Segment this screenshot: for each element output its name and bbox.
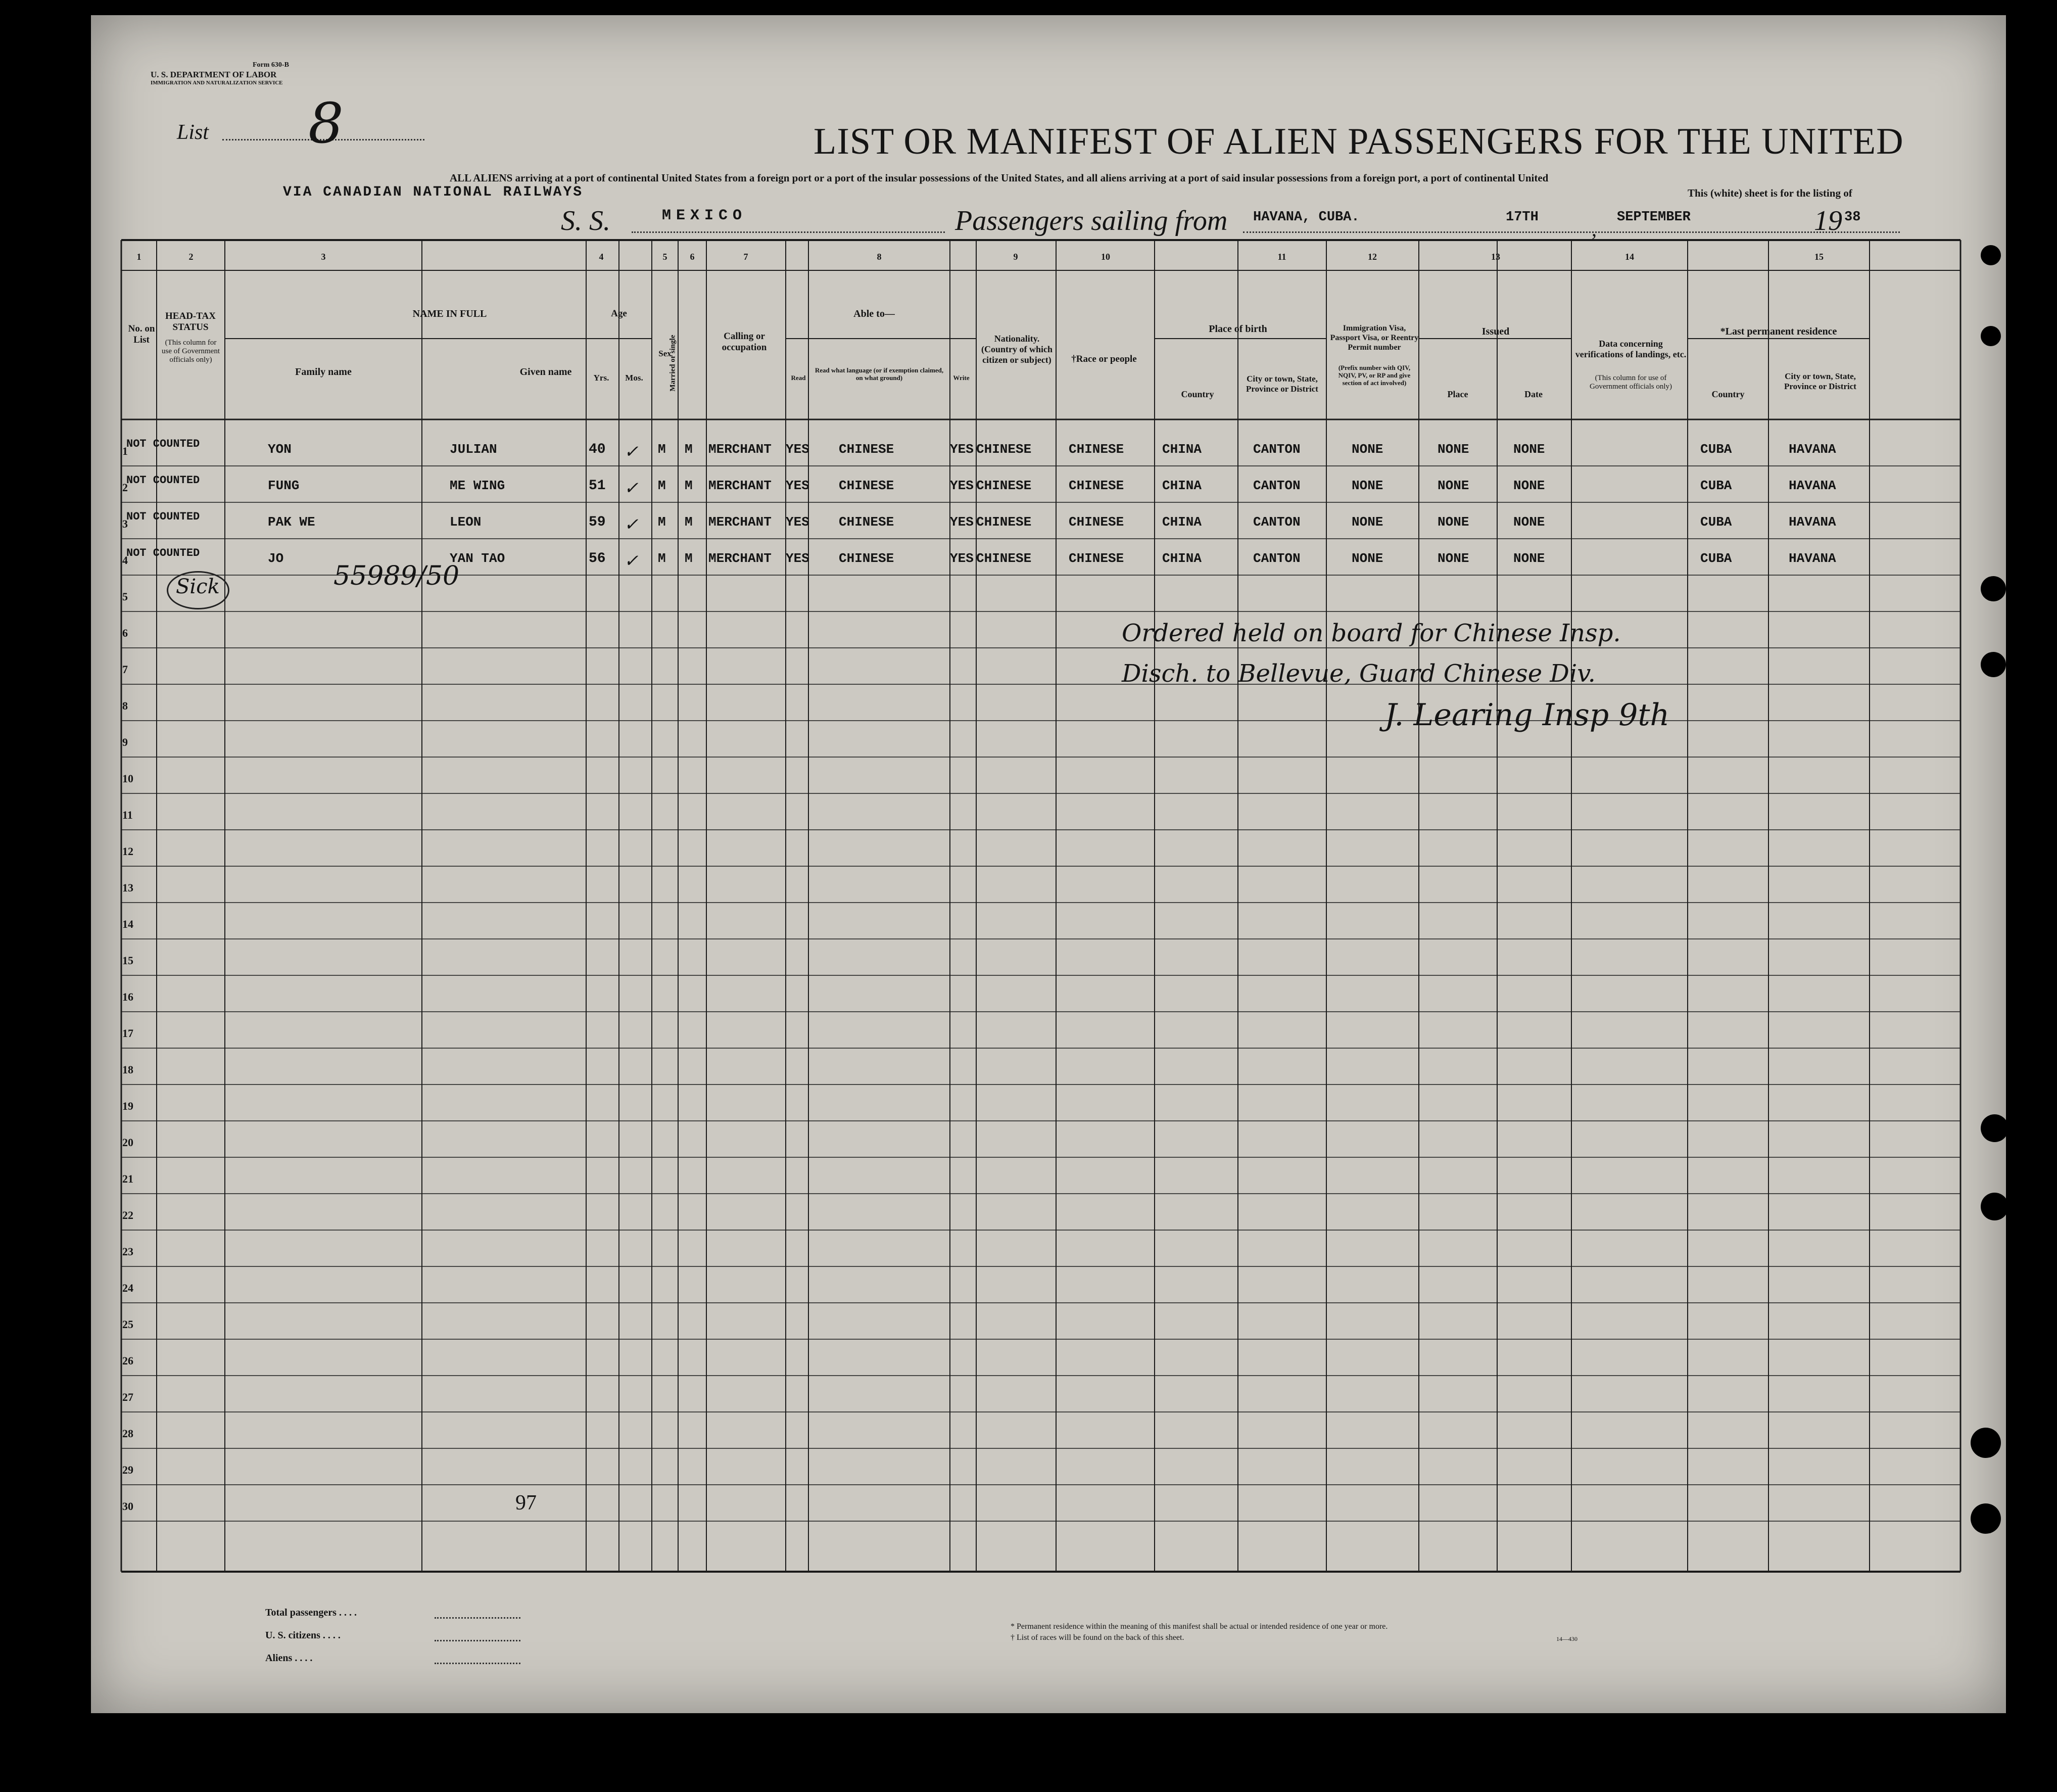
aliens-line [435, 1663, 520, 1664]
head-tax-status-cell: NOT COUNTED [126, 474, 200, 487]
read-cell: YES [786, 442, 809, 457]
age-years-cell: 56 [589, 551, 606, 567]
row-number: 4 [122, 554, 128, 567]
birth-city-cell: CANTON [1253, 514, 1301, 530]
binder-hole [1971, 1428, 2001, 1458]
total-passengers-line [435, 1617, 520, 1619]
header-visa: Immigration Visa, Passport Visa, or Reentry Permit number [1330, 324, 1419, 352]
residence-country-cell: CUBA [1700, 551, 1732, 566]
read-cell: YES [786, 478, 809, 493]
race-cell: CHINESE [1069, 551, 1124, 566]
head-tax-status-cell: NOT COUNTED [126, 547, 200, 559]
footnote-residence: * Permanent residence within the meaning of this manifest shall be actual or intended residence of one year or more. [1011, 1622, 1388, 1631]
service-label: IMMIGRATION AND NATURALIZATION SERVICE [151, 80, 283, 86]
year-suffix: 38 [1844, 210, 1861, 225]
sailing-underline [1243, 231, 1900, 233]
row-number: 28 [122, 1427, 133, 1440]
header-no-on-list: No. on List [128, 323, 155, 345]
age-months-cell: ✓ [624, 478, 639, 498]
handwritten-note-2: Disch. to Bellevue, Guard Chinese Div. [1122, 659, 1596, 688]
residence-country-cell: CUBA [1700, 514, 1732, 530]
column-number: 9 [1013, 252, 1018, 262]
column-number: 8 [877, 252, 882, 262]
visa-cell: NONE [1352, 478, 1383, 493]
column-number: 6 [690, 252, 695, 262]
column-number: 15 [1814, 252, 1824, 262]
age-months-cell: ✓ [624, 514, 639, 535]
header-issued-place: Place [1447, 389, 1468, 399]
occupation-cell: MERCHANT [708, 478, 772, 493]
age-years-cell: 59 [589, 514, 606, 530]
row-number: 12 [122, 845, 133, 858]
instructions-line-1: ALL ALIENS arriving at a port of continental United States from a foreign port or a port of the insular possessions of the United States, and all aliens arriving at a port of said insular possessions from a foreign port, a port of continental United [450, 172, 1549, 184]
row-number: 30 [122, 1500, 133, 1513]
row-number: 24 [122, 1282, 133, 1294]
column-number: 11 [1277, 252, 1286, 262]
family-name-cell: JO [268, 551, 284, 566]
issued-place-cell: NONE [1438, 478, 1469, 493]
birth-country-cell: CHINA [1162, 551, 1202, 566]
sailing-from-label: Passengers sailing from [955, 205, 1228, 237]
list-label: List [177, 121, 209, 144]
head-tax-status-cell: NOT COUNTED [126, 510, 200, 523]
read-cell: YES [786, 551, 809, 566]
page-title: LIST OR MANIFEST OF ALIEN PASSENGERS FOR THE UNITED [814, 121, 1904, 162]
handwritten-signature: J. Learing Insp 9th [1384, 697, 1670, 733]
column-number: 5 [662, 252, 667, 262]
header-birth-country: Country [1181, 389, 1214, 399]
header-read: Read [791, 374, 806, 382]
given-name-cell: ME WING [450, 478, 505, 493]
header-age: Age [611, 308, 627, 319]
given-name-cell: YAN TAO [450, 551, 505, 566]
ship-underline [632, 231, 945, 233]
visa-cell: NONE [1352, 442, 1383, 457]
handwritten-number: 55989/50 [333, 561, 460, 591]
visa-cell: NONE [1352, 551, 1383, 566]
header-head-tax: HEAD-TAX STATUS [165, 311, 216, 333]
visa-cell: NONE [1352, 514, 1383, 530]
header-data-concerning: Data concerning verifications of landings, etc. [1575, 339, 1687, 359]
binder-hole [1981, 576, 2006, 601]
header-yrs: Yrs. [593, 373, 609, 383]
residence-country-cell: CUBA [1700, 442, 1732, 457]
row-number: 1 [122, 445, 128, 457]
header-birth-city: City or town, State, Province or District [1246, 374, 1318, 394]
issued-date-cell: NONE [1513, 514, 1545, 530]
manifest-sheet [91, 15, 2006, 1713]
row-number: 9 [122, 736, 128, 748]
row-number: 23 [122, 1245, 133, 1258]
comma: , [1592, 218, 1597, 241]
married-cell: M [685, 478, 693, 493]
year-prefix: 19 [1814, 205, 1842, 237]
birth-country-cell: CHINA [1162, 478, 1202, 493]
page-number: 97 [515, 1491, 537, 1515]
footnote-races: † List of races will be found on the back of this sheet. [1011, 1633, 1184, 1642]
header-married: Married or single [668, 335, 677, 392]
column-number: 1 [136, 252, 141, 262]
total-passengers-label: Total passengers . . . . [265, 1607, 357, 1618]
head-tax-status-cell: NOT COUNTED [126, 438, 200, 450]
column-number: 14 [1625, 252, 1634, 262]
row-number: 20 [122, 1136, 133, 1149]
issued-place-cell: NONE [1438, 442, 1469, 457]
header-data-note: (This column for use of Government officials only) [1589, 374, 1672, 391]
write-cell: YES [950, 442, 974, 457]
birth-country-cell: CHINA [1162, 514, 1202, 530]
list-number: 8 [308, 91, 344, 156]
form-number: Form 630-B [253, 61, 289, 69]
header-issued-date: Date [1524, 389, 1543, 399]
header-name-in-full: NAME IN FULL [412, 308, 487, 319]
row-number: 21 [122, 1172, 133, 1185]
row-number: 5 [122, 590, 128, 603]
header-given-name: Given name [519, 366, 572, 378]
row-number: 22 [122, 1209, 133, 1221]
nationality-cell: CHINESE [976, 514, 1032, 530]
binder-hole [1981, 652, 2006, 677]
row-number: 27 [122, 1391, 133, 1403]
header-family-name: Family name [295, 366, 352, 378]
binder-hole [1981, 245, 2001, 265]
family-name-cell: PAK WE [268, 514, 315, 530]
column-number: 7 [743, 252, 748, 262]
row-number: 26 [122, 1354, 133, 1367]
row-number: 25 [122, 1318, 133, 1331]
port-of-departure: HAVANA, CUBA. [1253, 210, 1360, 225]
race-cell: CHINESE [1069, 442, 1124, 457]
issued-date-cell: NONE [1513, 478, 1545, 493]
via-line: VIA CANADIAN NATIONAL RAILWAYS [283, 184, 584, 200]
race-cell: CHINESE [1069, 514, 1124, 530]
header-sex: Sex [658, 349, 672, 358]
column-number: 10 [1101, 252, 1110, 262]
residence-city-cell: HAVANA [1789, 514, 1836, 530]
sex-cell: M [658, 551, 666, 566]
sex-cell: M [658, 442, 666, 457]
row-number: 13 [122, 881, 133, 894]
column-number: 12 [1368, 252, 1377, 262]
family-name-cell: FUNG [268, 478, 300, 493]
row-number: 10 [122, 772, 133, 785]
column-number: 2 [188, 252, 194, 262]
read-language-cell: CHINESE [839, 514, 894, 530]
sick-annotation: Sick [176, 575, 220, 598]
read-language-cell: CHINESE [839, 442, 894, 457]
column-number: 13 [1491, 252, 1500, 262]
issued-date-cell: NONE [1513, 442, 1545, 457]
birth-city-cell: CANTON [1253, 478, 1301, 493]
aliens-label: Aliens . . . . [265, 1653, 313, 1664]
race-cell: CHINESE [1069, 478, 1124, 493]
header-res-city: City or town, State, Province or District [1784, 371, 1856, 391]
row-number: 7 [122, 663, 128, 676]
ss-label: S. S. [561, 205, 610, 237]
write-cell: YES [950, 551, 974, 566]
sex-cell: M [658, 514, 666, 530]
nationality-cell: CHINESE [976, 551, 1032, 566]
row-number: 8 [122, 699, 128, 712]
family-name-cell: YON [268, 442, 292, 457]
residence-city-cell: HAVANA [1789, 442, 1836, 457]
header-head-tax-note: (This column for use of Government officials only) [162, 339, 220, 364]
us-citizens-line [435, 1640, 520, 1641]
read-language-cell: CHINESE [839, 551, 894, 566]
birth-country-cell: CHINA [1162, 442, 1202, 457]
nationality-cell: CHINESE [976, 442, 1032, 457]
write-cell: YES [950, 514, 974, 530]
ship-name: MEXICO [662, 207, 747, 224]
sailing-day: 17TH [1506, 210, 1539, 225]
row-number: 2 [122, 481, 128, 494]
header-read-language: Read what language (or if exemption claimed, on what ground) [815, 366, 944, 382]
row-number: 29 [122, 1464, 133, 1476]
row-number: 15 [122, 954, 133, 967]
header-race: †Race or people [1071, 354, 1137, 364]
us-citizens-label: U. S. citizens . . . . [265, 1630, 341, 1641]
occupation-cell: MERCHANT [708, 514, 772, 530]
header-calling: Calling or occupation [722, 331, 767, 353]
occupation-cell: MERCHANT [708, 551, 772, 566]
binder-hole [1981, 1193, 2006, 1220]
form-code: 14—430 [1556, 1635, 1577, 1642]
row-number: 11 [122, 809, 133, 821]
residence-city-cell: HAVANA [1789, 551, 1836, 566]
header-res-country: Country [1711, 389, 1745, 399]
header-nationality: Nationality. (Country of which citizen or subject) [981, 334, 1053, 365]
given-name-cell: LEON [450, 514, 482, 530]
birth-city-cell: CANTON [1253, 442, 1301, 457]
header-mos: Mos. [625, 373, 643, 383]
column-number: 4 [599, 252, 604, 262]
header-last-residence: *Last permanent residence [1720, 326, 1837, 337]
read-cell: YES [786, 514, 809, 530]
residence-country-cell: CUBA [1700, 478, 1732, 493]
row-number: 14 [122, 918, 133, 930]
occupation-cell: MERCHANT [708, 442, 772, 457]
table-grid [91, 15, 2006, 1713]
header-place-of-birth: Place of birth [1209, 323, 1267, 335]
age-years-cell: 40 [589, 442, 606, 457]
binder-hole [1981, 1114, 2006, 1142]
issued-place-cell: NONE [1438, 514, 1469, 530]
binder-hole [1981, 326, 2001, 346]
issued-date-cell: NONE [1513, 551, 1545, 566]
column-number: 3 [321, 252, 326, 262]
issued-place-cell: NONE [1438, 551, 1469, 566]
header-issued: Issued [1481, 326, 1510, 337]
department-label: U. S. DEPARTMENT OF LABOR [151, 70, 277, 79]
married-cell: M [685, 514, 693, 530]
sex-cell: M [658, 478, 666, 493]
row-number: 18 [122, 1063, 133, 1076]
handwritten-note-1: Ordered held on board for Chinese Insp. [1122, 619, 1621, 647]
row-number: 16 [122, 991, 133, 1003]
married-cell: M [685, 551, 693, 566]
row-number: 17 [122, 1027, 133, 1040]
row-number: 3 [122, 517, 128, 530]
sailing-month: SEPTEMBER [1617, 210, 1691, 225]
age-months-cell: ✓ [624, 442, 639, 462]
header-write: Write [953, 374, 970, 382]
age-years-cell: 51 [589, 478, 606, 494]
row-number: 19 [122, 1100, 133, 1112]
row-number: 6 [122, 627, 128, 639]
married-cell: M [685, 442, 693, 457]
header-visa-note: (Prefix number with QIV, NQIV, PV, or RP and give section of act involved) [1338, 364, 1411, 387]
instructions-line-2: This (white) sheet is for the listing of [1688, 187, 1852, 199]
write-cell: YES [950, 478, 974, 493]
nationality-cell: CHINESE [976, 478, 1032, 493]
birth-city-cell: CANTON [1253, 551, 1301, 566]
binder-hole [1971, 1503, 2001, 1534]
read-language-cell: CHINESE [839, 478, 894, 493]
age-months-cell: ✓ [624, 551, 639, 571]
residence-city-cell: HAVANA [1789, 478, 1836, 493]
header-able-to: Able to— [853, 308, 895, 319]
given-name-cell: JULIAN [450, 442, 497, 457]
